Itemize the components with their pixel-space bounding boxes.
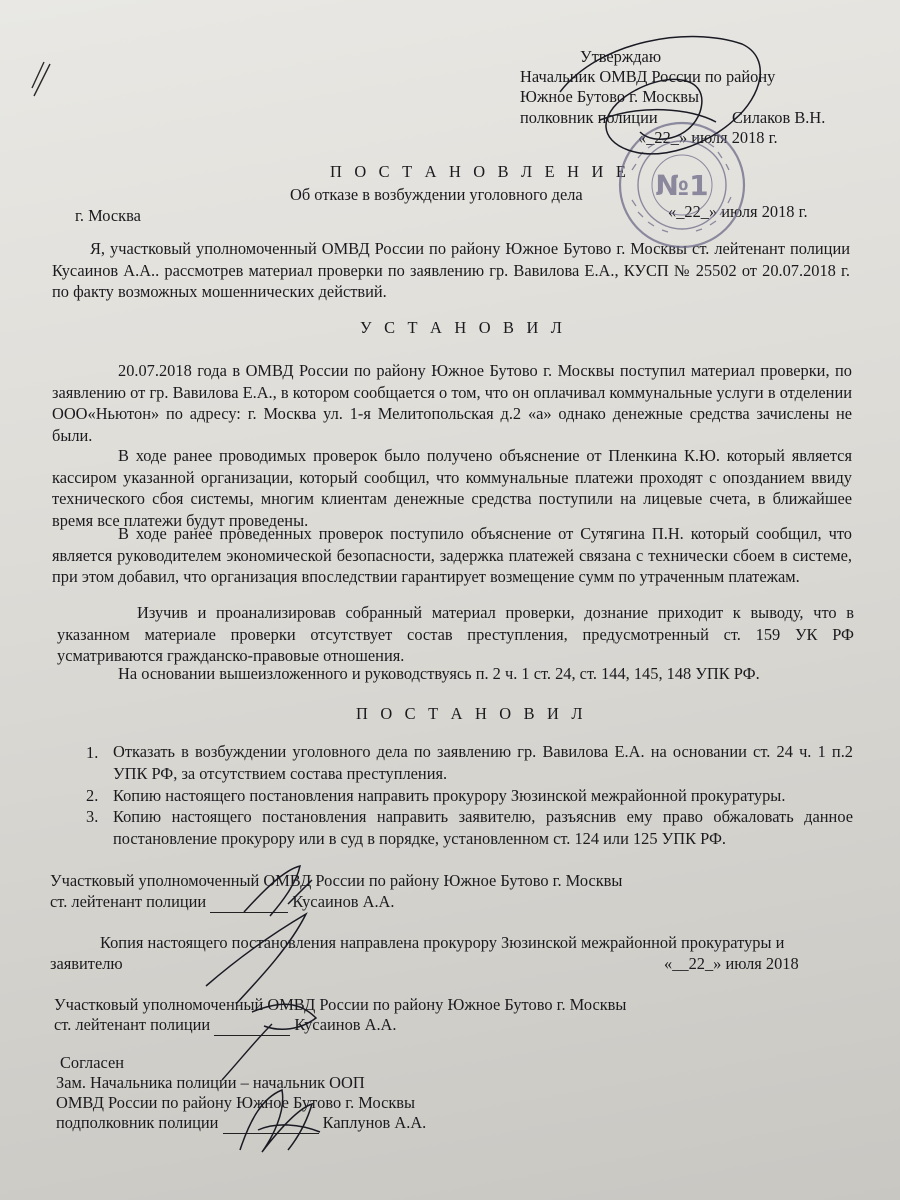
agreed-line (223, 1112, 319, 1134)
paragraph-4: Изучив и проанализировав собранный материал проверки, дознание приходит к выводу, что в указанном материале проверки отсутствует состав преступления, предусмотренный ст. 159 УК РФ усматриваются гражданско-правовые отношения. (57, 603, 854, 666)
document-place: г. Москва (75, 206, 141, 225)
decision-3-number: 3. (86, 807, 99, 826)
copy-note-recipient: заявителю (50, 954, 123, 973)
paragraph-5: На основании вышеизложенного и руководствуясь п. 2 ч. 1 ст. 24, ст. 144, 145, 148 УПК РФ. (118, 664, 760, 683)
document-date: «_22_» июля 2018 г. (668, 202, 808, 221)
decision-3-text: Копию настоящего постановления направить заявителю, разъяснив ему право обжаловать данное постановление прокурору или в суд в порядке, установленном ст. 124 или 125 УПК РФ. (113, 807, 853, 848)
approval-word: Утверждаю (580, 47, 662, 66)
signature-1-name: Кусаинов А.А. (292, 892, 395, 911)
approval-line-1: Начальник ОМВД России по району (520, 67, 776, 86)
agreed-position-2: ОМВД России по району Южное Бутово г. Москвы (56, 1093, 416, 1112)
approval-rank: полковник полиции (520, 108, 658, 127)
signature-1-rank-line (50, 891, 394, 913)
document-subtitle: Об отказе в возбуждении уголовного дела (290, 185, 583, 204)
copy-note-text: Копия настоящего постановления направлена прокурору Зюзинской межрайонной прокуратуры и (100, 933, 785, 952)
signature-1-position: Участковый уполномоченный ОМВД России по району Южное Бутово г. Москвы (50, 871, 623, 890)
paragraph-1: 20.07.2018 года в ОМВД России по району Южное Бутово г. Москвы поступил материал проверки, по заявлению от гр. Вавилова Е.А., в котором сообщается о том, что он оплачивал коммунальные услуги в отделении ООО«Ньютон» по адресу: г. Москва ул. 1-я Мелитопольская д.2 «а» однако денежные средства зачислены не были. (52, 361, 852, 446)
agreed-word: Согласен (60, 1053, 124, 1072)
pencil-mark (32, 62, 50, 96)
approval-name: Силаков В.Н. (732, 108, 826, 127)
stamp-number: №1 (655, 169, 709, 202)
resolved-heading: П О С Т А Н О В И Л (356, 704, 587, 723)
established-heading: У С Т А Н О В И Л (360, 318, 567, 337)
decision-2-text: Копию настоящего постановления направить прокурору Зюзинской межрайонной прокуратуры. (113, 786, 786, 805)
paragraph-3: В ходе ранее проведенных проверок поступило объяснение от Сутягина П.Н. который сообщил, что является руководителем экономической безопасности, задержка платежей связана с технически сбоем в системе, при этом добавил, что организация впоследствии гарантирует возмещение сумм по утраченным платежам. (52, 524, 852, 587)
agreed-name: Каплунов А.А. (322, 1113, 427, 1132)
decision-1-text: Отказать в возбуждении уголовного дела по заявлению гр. Вавилова Е.А. на основании ст. 24 ч. 1 п.2 УПК РФ, за отсутствием состава преступления. (113, 742, 853, 783)
signature-1-line (210, 891, 288, 913)
copy-note-date: «__22_» июля 2018 (664, 954, 799, 973)
signature-2-position: Участковый уполномоченный ОМВД России по району Южное Бутово г. Москвы (54, 995, 627, 1014)
agreed-position-1: Зам. Начальника полиции – начальник ООП (56, 1073, 365, 1092)
agreed-rank: подполковник полиции (56, 1113, 219, 1132)
approval-line-2: Южное Бутово г. Москвы (520, 87, 699, 106)
signature-2-rank-line (54, 1014, 396, 1036)
intro-paragraph: Я, участковый уполномоченный ОМВД России по району Южное Бутово г. Москвы ст. лейтенант полиции Кусаинов А.А.. рассмотрев материал проверки по заявлению гр. Вавилова Е.А., КУСП № 25502 от 20.07.2018 г. по факту возможных мошеннических действий. (52, 239, 850, 302)
signature-1-rank: ст. лейтенант полиции (50, 892, 207, 911)
paragraph-2: В ходе ранее проводимых проверок было получено объяснение от Пленкина К.Ю. который является кассиром указанной организации, который сообщил, что коммунальные платежи проходят с опозданием ввиду технического сбоя системы, многим клиентам денежные средства поступили на лицевые счета, в ближайшее время все платежи будут проведены. (52, 446, 852, 531)
decision-1-number: 1. (86, 743, 99, 762)
approval-date: «_22_» июля 2018 г. (638, 128, 778, 147)
agreed-rank-line (56, 1112, 426, 1134)
decision-2-number: 2. (86, 786, 99, 805)
document-title: П О С Т А Н О В Л Е Н И Е (330, 162, 631, 181)
signature-2-line (214, 1014, 290, 1036)
signature-2-name: Кусаинов А.А. (294, 1015, 397, 1034)
signature-2-rank: ст. лейтенант полиции (54, 1015, 211, 1034)
